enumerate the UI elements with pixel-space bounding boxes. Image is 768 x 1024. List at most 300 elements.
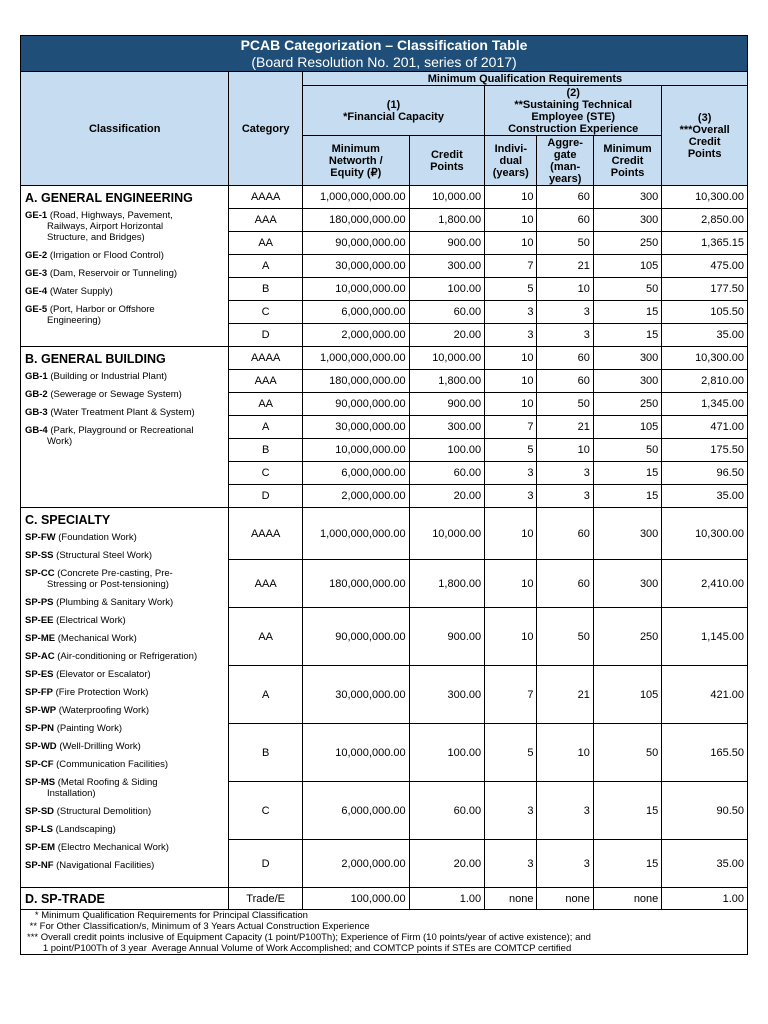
classification-desc: (Electrical Work): [56, 615, 126, 626]
classification-item: [25, 669, 224, 680]
min-credit-points-cell: 300: [593, 209, 661, 232]
networth-cell: 90,000,000.00: [302, 393, 409, 416]
classification-desc: (Water Supply): [49, 286, 113, 297]
individual-years-cell: 7: [485, 255, 537, 278]
aggregate-man-years-cell: 60: [537, 370, 593, 393]
networth-cell: 1,000,000,000.00: [302, 186, 409, 209]
header-aggr-l4: years): [548, 172, 582, 185]
header-networth-l3: Equity (₽): [330, 166, 382, 179]
classification-item: [25, 425, 224, 447]
classification-item: [25, 651, 224, 662]
individual-years-cell: 3: [485, 840, 537, 888]
classification-desc: (Well-Drilling Work): [59, 741, 141, 752]
group-title: C. SPECIALTY: [25, 513, 111, 527]
networth-cell: 30,000,000.00: [302, 416, 409, 439]
header-category: Category: [229, 72, 303, 186]
classification-item: [25, 860, 224, 871]
credit-points-cell: 1,800.00: [409, 209, 485, 232]
overall-credit-points-cell: 35.00: [662, 840, 748, 888]
networth-cell: 2,000,000.00: [302, 324, 409, 347]
networth-cell: 6,000,000.00: [302, 462, 409, 485]
classification-code: SP-EE: [25, 615, 54, 626]
credit-points-cell: 300.00: [409, 416, 485, 439]
header-overall-l1: ***Overall: [679, 123, 730, 136]
category-cell: D: [229, 324, 303, 347]
aggregate-man-years-cell: 50: [537, 232, 593, 255]
credit-points-cell: 20.00: [409, 485, 485, 508]
min-credit-points-cell: 50: [593, 724, 661, 782]
classification-desc-cont: Railways, Airport Horizontal: [47, 221, 164, 232]
aggregate-man-years-cell: 21: [537, 255, 593, 278]
classification-item: [25, 304, 224, 326]
classification-code: GB-4: [25, 425, 48, 436]
classification-desc: (Sewerage or Sewage System): [50, 389, 182, 400]
classification-desc: (Electro Mechanical Work): [57, 842, 169, 853]
classification-code: GE-4: [25, 286, 48, 297]
category-cell: AAAA: [229, 186, 303, 209]
classification-item: [25, 210, 224, 243]
header-ste-l3: Construction Experience: [508, 122, 639, 135]
aggregate-man-years-cell: none: [537, 888, 593, 910]
overall-credit-points-cell: 1,365.15: [662, 232, 748, 255]
header-credit-points: [409, 136, 485, 186]
classification-item: [25, 723, 224, 734]
networth-cell: 6,000,000.00: [302, 301, 409, 324]
overall-credit-points-cell: 2,410.00: [662, 560, 748, 608]
individual-years-cell: 3: [485, 462, 537, 485]
credit-points-cell: 10,000.00: [409, 508, 485, 560]
individual-years-cell: 3: [485, 782, 537, 840]
header-overall-num: (3): [697, 111, 712, 124]
classification-desc: (Fire Protection Work): [55, 687, 149, 698]
aggregate-man-years-cell: 3: [537, 324, 593, 347]
classification-item: [25, 250, 224, 261]
table-row: [21, 186, 748, 209]
classification-item: [25, 286, 224, 297]
individual-years-cell: 5: [485, 439, 537, 462]
classification-code: SP-LS: [25, 824, 53, 835]
category-cell: A: [229, 666, 303, 724]
individual-years-cell: 3: [485, 485, 537, 508]
credit-points-cell: 100.00: [409, 439, 485, 462]
networth-cell: 1,000,000,000.00: [302, 347, 409, 370]
classification-item: [25, 842, 224, 853]
overall-credit-points-cell: 2,850.00: [662, 209, 748, 232]
classification-code: SP-MS: [25, 777, 56, 788]
header-networth-l2: Networth /: [328, 154, 383, 167]
classification-item: [25, 371, 224, 382]
aggregate-man-years-cell: 3: [537, 301, 593, 324]
overall-credit-points-cell: 1.00: [662, 888, 748, 910]
footnote-line: 1 point/P100Th of 3 year Average Annual Volume of Work Accomplished; and COMTCP points if STEs are COMTCP certified: [27, 943, 572, 954]
credit-points-cell: 1,800.00: [409, 560, 485, 608]
min-credit-points-cell: 15: [593, 301, 661, 324]
header-networth: [302, 136, 409, 186]
group-title: D. SP-TRADE: [25, 891, 105, 906]
classification-desc: (Foundation Work): [58, 532, 137, 543]
header-aggr-l2: gate: [553, 148, 577, 161]
footnote-line: ** For Other Classification/s, Minimum of 3 Years Actual Construction Experience: [27, 921, 370, 932]
classification-item: [25, 550, 224, 561]
header-ste-num: (2): [566, 86, 580, 99]
classification-code: SP-SS: [25, 550, 54, 561]
classification-desc: (Building or Industrial Plant): [50, 371, 168, 382]
individual-years-cell: 7: [485, 666, 537, 724]
classification-item: [25, 741, 224, 752]
classification-desc: (Plumbing & Sanitary Work): [56, 597, 174, 608]
min-credit-points-cell: 105: [593, 416, 661, 439]
individual-years-cell: 10: [485, 608, 537, 666]
classification-desc: (Landscaping): [55, 824, 116, 835]
networth-cell: 30,000,000.00: [302, 666, 409, 724]
classification-code: SP-ES: [25, 669, 54, 680]
classification-code: SP-EM: [25, 842, 56, 853]
classification-desc: (Water Treatment Plant & System): [50, 407, 195, 418]
category-cell: AAAA: [229, 508, 303, 560]
aggregate-man-years-cell: 60: [537, 186, 593, 209]
header-overall-l3: Points: [687, 147, 722, 160]
aggregate-man-years-cell: 3: [537, 840, 593, 888]
category-cell: D: [229, 485, 303, 508]
networth-cell: 180,000,000.00: [302, 370, 409, 393]
category-cell: A: [229, 255, 303, 278]
classification-desc: (Dam, Reservoir or Tunneling): [49, 268, 178, 279]
classification-desc: (Port, Harbor or Offshore: [49, 304, 155, 315]
aggregate-man-years-cell: 60: [537, 209, 593, 232]
overall-credit-points-cell: 35.00: [662, 485, 748, 508]
classification-code: SP-CF: [25, 759, 54, 770]
aggregate-man-years-cell: 21: [537, 416, 593, 439]
credit-points-cell: 60.00: [409, 782, 485, 840]
category-cell: AA: [229, 608, 303, 666]
footnote-line: * Minimum Qualification Requirements for Principal Classification: [27, 910, 308, 921]
overall-credit-points-cell: 177.50: [662, 278, 748, 301]
header-aggr-l3: (man-: [550, 160, 581, 173]
category-cell: B: [229, 278, 303, 301]
classification-sheet: [20, 35, 748, 955]
classification-item: [25, 532, 224, 543]
classification-desc: (Air-conditioning or Refrigeration): [57, 651, 198, 662]
individual-years-cell: none: [485, 888, 537, 910]
networth-cell: 100,000.00: [302, 888, 409, 910]
classification-item: [25, 568, 224, 590]
credit-points-cell: 1,800.00: [409, 370, 485, 393]
networth-cell: 2,000,000.00: [302, 840, 409, 888]
individual-years-cell: 10: [485, 186, 537, 209]
classification-code: GE-3: [25, 268, 48, 279]
min-credit-points-cell: 250: [593, 393, 661, 416]
classification-code: SP-WP: [25, 705, 57, 716]
category-cell: AA: [229, 393, 303, 416]
overall-credit-points-cell: 10,300.00: [662, 508, 748, 560]
overall-credit-points-cell: 475.00: [662, 255, 748, 278]
credit-points-cell: 900.00: [409, 608, 485, 666]
classification-code: SP-SD: [25, 806, 55, 817]
header-ste-l1: **Sustaining Technical: [514, 98, 633, 111]
footnotes: [20, 910, 748, 955]
classification-desc: (Park, Playground or Recreational: [50, 425, 194, 436]
classification-desc-cont: Work): [47, 436, 73, 447]
aggregate-man-years-cell: 60: [537, 347, 593, 370]
table-row: [21, 888, 748, 910]
networth-cell: 6,000,000.00: [302, 782, 409, 840]
header-overall-credit: [662, 86, 748, 186]
overall-credit-points-cell: 105.50: [662, 301, 748, 324]
header-classification: Classification: [21, 72, 229, 186]
aggregate-man-years-cell: 10: [537, 439, 593, 462]
header-credit-l1: Credit: [430, 148, 463, 161]
table-title: [21, 36, 748, 72]
aggregate-man-years-cell: 21: [537, 666, 593, 724]
credit-points-cell: 100.00: [409, 724, 485, 782]
networth-cell: 10,000,000.00: [302, 278, 409, 301]
min-credit-points-cell: 15: [593, 840, 661, 888]
credit-points-cell: 300.00: [409, 666, 485, 724]
classification-code: SP-CC: [25, 568, 55, 579]
classification-desc: (Waterproofing Work): [58, 705, 150, 716]
overall-credit-points-cell: 471.00: [662, 416, 748, 439]
networth-cell: 10,000,000.00: [302, 439, 409, 462]
classification-code: GB-3: [25, 407, 48, 418]
credit-points-cell: 900.00: [409, 393, 485, 416]
category-cell: Trade/E: [229, 888, 303, 910]
classification-code: SP-WD: [25, 741, 57, 752]
credit-points-cell: 60.00: [409, 462, 485, 485]
min-credit-points-cell: 105: [593, 255, 661, 278]
header-row-1: [21, 72, 748, 86]
category-cell: AAA: [229, 560, 303, 608]
credit-points-cell: 100.00: [409, 278, 485, 301]
classification-item: [25, 777, 224, 799]
category-cell: AAA: [229, 209, 303, 232]
classification-desc-cont: Stressing or Post-tensioning): [47, 579, 169, 590]
classification-desc: (Navigational Facilities): [56, 860, 155, 871]
credit-points-cell: 10,000.00: [409, 186, 485, 209]
header-networth-l1: Minimum: [331, 142, 380, 155]
header-mincp-l2: Credit: [611, 154, 644, 167]
category-cell: B: [229, 724, 303, 782]
header-mincp-l3: Points: [610, 166, 645, 179]
overall-credit-points-cell: 1,145.00: [662, 608, 748, 666]
header-ste: [485, 86, 662, 136]
classification-desc: (Concrete Pre-casting, Pre-: [57, 568, 173, 579]
header-aggr-l1: Aggre-: [547, 136, 583, 149]
classification-code: GE-1: [25, 210, 48, 221]
overall-credit-points-cell: 175.50: [662, 439, 748, 462]
classification-table: [20, 35, 748, 910]
credit-points-cell: 10,000.00: [409, 347, 485, 370]
classification-item: [25, 268, 224, 279]
classification-desc: (Metal Roofing & Siding: [57, 777, 158, 788]
header-credit-l2: Points: [430, 160, 464, 173]
title-row: [21, 36, 748, 72]
category-cell: B: [229, 439, 303, 462]
classification-item: [25, 389, 224, 400]
min-credit-points-cell: 15: [593, 324, 661, 347]
category-cell: A: [229, 416, 303, 439]
header-fin-num: (1): [386, 98, 401, 111]
networth-cell: 1,000,000,000.00: [302, 508, 409, 560]
classification-desc: (Structural Steel Work): [56, 550, 153, 561]
table-row: [21, 508, 748, 560]
header-aggregate: [537, 136, 593, 186]
classification-desc: (Structural Demolition): [56, 806, 152, 817]
overall-credit-points-cell: 10,300.00: [662, 186, 748, 209]
header-indiv-l3: (years): [492, 166, 529, 179]
header-min-requirements: Minimum Qualification Requirements: [302, 72, 747, 86]
individual-years-cell: 10: [485, 232, 537, 255]
min-credit-points-cell: 105: [593, 666, 661, 724]
min-credit-points-cell: 300: [593, 347, 661, 370]
min-credit-points-cell: 250: [593, 608, 661, 666]
min-credit-points-cell: 50: [593, 278, 661, 301]
overall-credit-points-cell: 96.50: [662, 462, 748, 485]
overall-credit-points-cell: 10,300.00: [662, 347, 748, 370]
classification-code: GE-2: [25, 250, 48, 261]
networth-cell: 180,000,000.00: [302, 560, 409, 608]
category-cell: AA: [229, 232, 303, 255]
classification-code: GB-2: [25, 389, 48, 400]
individual-years-cell: 10: [485, 560, 537, 608]
min-credit-points-cell: 250: [593, 232, 661, 255]
aggregate-man-years-cell: 10: [537, 278, 593, 301]
title-line-1: PCAB Categorization – Classification Table: [240, 36, 528, 53]
classification-item: [25, 759, 224, 770]
min-credit-points-cell: 15: [593, 782, 661, 840]
classification-desc: (Road, Highways, Pavement,: [49, 210, 173, 221]
category-cell: C: [229, 462, 303, 485]
overall-credit-points-cell: 35.00: [662, 324, 748, 347]
classification-code: SP-FW: [25, 532, 56, 543]
header-financial-capacity: [302, 86, 484, 136]
individual-years-cell: 10: [485, 209, 537, 232]
aggregate-man-years-cell: 3: [537, 485, 593, 508]
credit-points-cell: 1.00: [409, 888, 485, 910]
credit-points-cell: 20.00: [409, 840, 485, 888]
classification-code: GB-1: [25, 371, 48, 382]
classification-code: SP-PN: [25, 723, 55, 734]
header-ste-l2: Employee (STE): [531, 110, 616, 123]
individual-years-cell: 10: [485, 347, 537, 370]
credit-points-cell: 900.00: [409, 232, 485, 255]
individual-years-cell: 7: [485, 416, 537, 439]
overall-credit-points-cell: 1,345.00: [662, 393, 748, 416]
credit-points-cell: 300.00: [409, 255, 485, 278]
header-overall-l2: Credit: [688, 135, 721, 148]
category-cell: C: [229, 301, 303, 324]
classification-desc: (Elevator or Escalator): [56, 669, 151, 680]
min-credit-points-cell: 15: [593, 462, 661, 485]
classification-code: GE-5: [25, 304, 48, 315]
header-indiv-l2: dual: [499, 154, 523, 167]
classification-item: [25, 407, 224, 418]
header-mincp-l1: Minimum: [603, 142, 652, 155]
min-credit-points-cell: none: [593, 888, 661, 910]
classification-cell: [21, 347, 229, 508]
classification-desc: (Communication Facilities): [56, 759, 169, 770]
overall-credit-points-cell: 421.00: [662, 666, 748, 724]
title-line-2: (Board Resolution No. 201, series of 2017): [251, 53, 517, 70]
min-credit-points-cell: 300: [593, 186, 661, 209]
aggregate-man-years-cell: 60: [537, 560, 593, 608]
classification-code: SP-ME: [25, 633, 56, 644]
individual-years-cell: 5: [485, 278, 537, 301]
aggregate-man-years-cell: 50: [537, 393, 593, 416]
aggregate-man-years-cell: 60: [537, 508, 593, 560]
overall-credit-points-cell: 165.50: [662, 724, 748, 782]
classification-desc-cont: Structure, and Bridges): [47, 232, 145, 243]
individual-years-cell: 10: [485, 508, 537, 560]
header-indiv-l1: Indivi-: [494, 142, 527, 155]
networth-cell: 2,000,000.00: [302, 485, 409, 508]
classification-code: SP-FP: [25, 687, 53, 698]
classification-code: SP-AC: [25, 651, 55, 662]
table-row: [21, 347, 748, 370]
classification-code: SP-NF: [25, 860, 54, 871]
classification-item: [25, 806, 224, 817]
individual-years-cell: 3: [485, 301, 537, 324]
individual-years-cell: 5: [485, 724, 537, 782]
credit-points-cell: 20.00: [409, 324, 485, 347]
category-cell: AAA: [229, 370, 303, 393]
networth-cell: 10,000,000.00: [302, 724, 409, 782]
classification-desc: (Painting Work): [56, 723, 122, 734]
overall-credit-points-cell: 90.50: [662, 782, 748, 840]
classification-desc: (Mechanical Work): [57, 633, 137, 644]
classification-item: [25, 615, 224, 626]
individual-years-cell: 3: [485, 324, 537, 347]
individual-years-cell: 10: [485, 393, 537, 416]
classification-cell: [21, 888, 229, 910]
classification-desc-cont: Installation): [47, 788, 96, 799]
min-credit-points-cell: 300: [593, 560, 661, 608]
credit-points-cell: 60.00: [409, 301, 485, 324]
classification-item: [25, 687, 224, 698]
individual-years-cell: 10: [485, 370, 537, 393]
aggregate-man-years-cell: 3: [537, 462, 593, 485]
aggregate-man-years-cell: 50: [537, 608, 593, 666]
category-cell: C: [229, 782, 303, 840]
aggregate-man-years-cell: 3: [537, 782, 593, 840]
networth-cell: 180,000,000.00: [302, 209, 409, 232]
header-min-credit-points: [593, 136, 661, 186]
classification-item: [25, 597, 224, 608]
header-individual: [485, 136, 537, 186]
classification-code: SP-PS: [25, 597, 54, 608]
classification-item: [25, 633, 224, 644]
networth-cell: 30,000,000.00: [302, 255, 409, 278]
group-title: B. GENERAL BUILDING: [25, 352, 166, 366]
aggregate-man-years-cell: 10: [537, 724, 593, 782]
networth-cell: 90,000,000.00: [302, 232, 409, 255]
min-credit-points-cell: 15: [593, 485, 661, 508]
overall-credit-points-cell: 2,810.00: [662, 370, 748, 393]
networth-cell: 90,000,000.00: [302, 608, 409, 666]
min-credit-points-cell: 50: [593, 439, 661, 462]
min-credit-points-cell: 300: [593, 508, 661, 560]
footnote-line: *** Overall credit points inclusive of Equipment Capacity (1 point/P100Th); Experience of Firm (10 points/year of active existence); and: [27, 932, 591, 943]
classification-cell: [21, 186, 229, 347]
min-credit-points-cell: 300: [593, 370, 661, 393]
header-fin-label: *Financial Capacity: [343, 110, 444, 123]
group-title: A. GENERAL ENGINEERING: [25, 191, 193, 205]
category-cell: D: [229, 840, 303, 888]
classification-desc-cont: Engineering): [47, 315, 101, 326]
category-cell: AAAA: [229, 347, 303, 370]
classification-item: [25, 705, 224, 716]
classification-desc: (Irrigation or Flood Control): [49, 250, 164, 261]
classification-item: [25, 824, 224, 835]
